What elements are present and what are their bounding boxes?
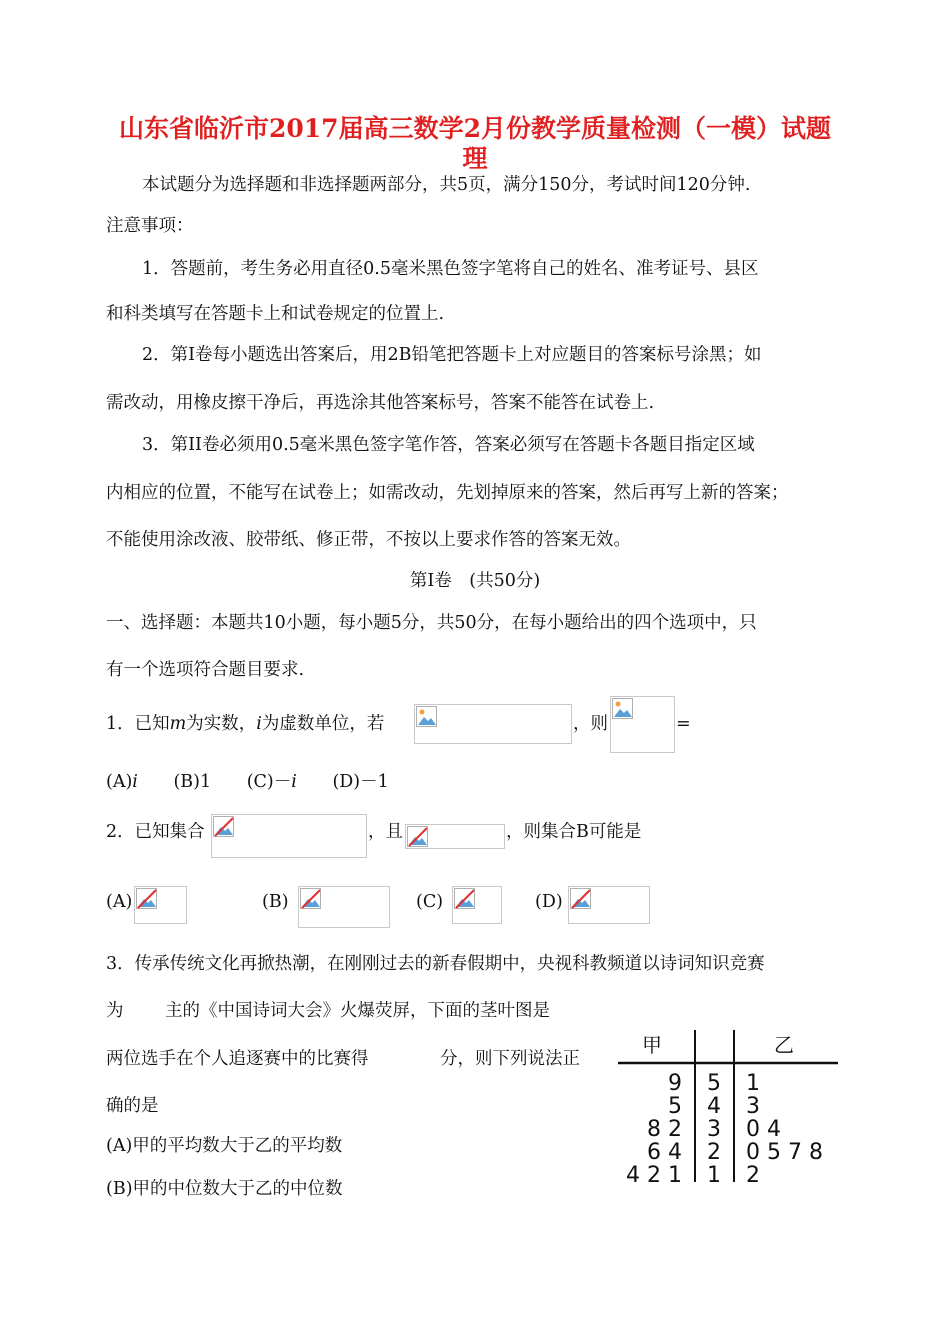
q1-option-a-label: (A) <box>106 772 133 792</box>
q1-option-c-label: (C)－ <box>246 772 292 792</box>
q2-option-d-label: (D) <box>535 892 563 912</box>
q3-line1: 3．传承传统文化再掀热潮，在刚刚过去的新春假期中，央视科教频道以诗词知识竞赛 <box>106 954 765 974</box>
notice-3-line2: 内相应的位置，不能写在试卷上；如需改动，先划掉原来的答案，然后再写上新的答案； <box>106 483 789 503</box>
notice-1-line2: 和科类填写在答题卡上和试卷规定的位置上. <box>106 304 445 324</box>
exam-title-line2: 理 <box>462 144 488 173</box>
stem-leaf-row1-stem: 5 <box>707 1071 721 1096</box>
stem-leaf-left-label: 甲 <box>642 1033 662 1057</box>
question-1-stem <box>106 712 384 736</box>
q1-option-b: (B)1 <box>173 772 212 792</box>
stem-leaf-row3-right: 0 4 <box>746 1117 781 1142</box>
stem-leaf-row2-left: 5 <box>668 1094 682 1119</box>
q1-var-i: i <box>256 714 262 734</box>
stem-leaf-row5-left: 4 2 1 <box>626 1163 682 1188</box>
stem-leaf-row2-stem: 4 <box>707 1094 721 1119</box>
notice-3-line1: 3．第II卷必须用0.5毫米黑色签字笔作答，答案必须写在答题卡各题目指定区域 <box>142 435 755 455</box>
q1-var-m: m <box>169 714 187 734</box>
stem-leaf-right-label: 乙 <box>774 1033 794 1057</box>
notice-heading: 注意事项： <box>106 216 194 236</box>
q3-option-b: (B)甲的中位数大于乙的中位数 <box>106 1179 343 1199</box>
section-instructions-line1: 一、选择题：本题共10小题，每小题5分，共50分，在每小题给出的四个选项中，只 <box>106 613 757 633</box>
q3-option-a: (A)甲的平均数大于乙的平均数 <box>106 1136 343 1156</box>
q3-line3a: 两位选手在个人追逐赛中的比赛得 <box>106 1049 369 1069</box>
q3-line2b: 主的《中国诗词大会》火爆荧屏，下面的茎叶图是 <box>165 1001 550 1021</box>
q2-condition-image-icon <box>405 824 505 849</box>
q2-text-c: ，则集合B可能是 <box>506 822 642 842</box>
q1-formula-image-icon <box>414 704 572 744</box>
q1-text-e: = <box>676 714 691 734</box>
stem-leaf-row3-left: 8 2 <box>647 1117 682 1142</box>
q1-option-d: (D)－1 <box>332 772 389 792</box>
q2-option-c-label: (C) <box>416 892 444 912</box>
notice-1-line1: 1．答题前，考生务必用直径0.5毫米黑色签字笔将自己的姓名、准考证号、县区 <box>142 259 759 279</box>
stem-leaf-row4-left: 6 4 <box>647 1140 682 1165</box>
q1-answer-image-icon <box>610 696 675 753</box>
notice-2-line2: 需改动，用橡皮擦干净后，再选涂其他答案标号，答案不能答在试卷上. <box>106 393 655 413</box>
stem-leaf-row2-right: 3 <box>746 1094 760 1119</box>
notice-3-line3: 不能使用涂改液、胶带纸、修正带，不按以上要求作答的答案无效。 <box>106 530 631 550</box>
q3-line2a: 为 <box>106 1001 124 1021</box>
notice-2-line1: 2．第I卷每小题选出答案后，用2B铅笔把答题卡上对应题目的答案标号涂黑；如 <box>142 345 762 365</box>
stem-leaf-row4-right: 0 5 7 8 <box>746 1140 823 1165</box>
q1-text-c: 为虚数单位，若 <box>261 714 385 734</box>
stem-leaf-row1-left: 9 <box>668 1071 682 1096</box>
intro-text: 本试题分为选择题和非选择题两部分，共5页，满分150分，考试时间120分钟. <box>142 175 751 195</box>
q2-set-a-image-icon <box>211 814 367 858</box>
q3-line4: 确的是 <box>106 1096 159 1116</box>
stem-leaf-plot <box>612 1022 844 1190</box>
q1-text-a: 1．已知 <box>106 714 170 734</box>
q2-option-c-image-icon <box>452 886 502 924</box>
stem-leaf-row1-right: 1 <box>746 1071 760 1096</box>
q2-option-a-label: (A) <box>106 892 133 912</box>
exam-title-line1: 山东省临沂市2017届高三数学2月份教学质量检测（一模）试题 <box>119 114 831 143</box>
stem-leaf-row5-stem: 1 <box>707 1163 721 1188</box>
q2-option-b-label: (B) <box>262 892 289 912</box>
q2-option-a-image-icon <box>134 886 187 924</box>
stem-leaf-row4-stem: 2 <box>707 1140 721 1165</box>
stem-leaf-row3-stem: 3 <box>707 1117 721 1142</box>
q3-line3b: 分，则下列说法正 <box>440 1049 580 1069</box>
q2-option-d-image-icon <box>568 886 650 924</box>
q1-option-c-value: i <box>291 772 297 792</box>
q1-option-a-value: i <box>132 772 138 792</box>
section-heading: 第I卷 (共50分) <box>409 571 541 591</box>
q1-text-d: ，则 <box>573 714 608 734</box>
q1-options <box>106 770 389 794</box>
section-instructions-line2: 有一个选项符合题目要求. <box>106 660 305 680</box>
q2-text-a: 2．已知集合 <box>106 822 205 842</box>
q2-text-b: ，且 <box>368 822 403 842</box>
q1-text-b: 为实数， <box>186 714 257 734</box>
q2-option-b-image-icon <box>298 886 390 928</box>
stem-leaf-row5-right: 2 <box>746 1163 760 1188</box>
